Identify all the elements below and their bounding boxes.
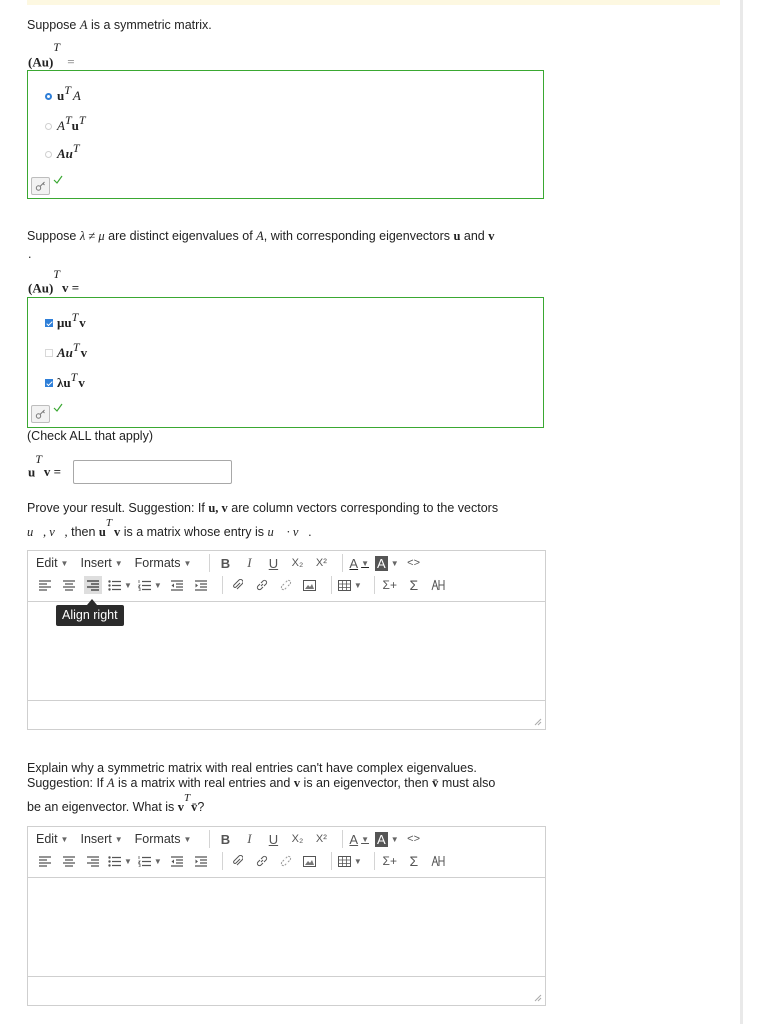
q2-checkbox-2[interactable] bbox=[45, 349, 53, 357]
editor2-menu-insert-label: Insert bbox=[80, 832, 112, 846]
editor1-bg-color-button[interactable] bbox=[375, 554, 399, 572]
q2-expression bbox=[28, 267, 80, 296]
editor2-numbered-list-button[interactable] bbox=[138, 852, 162, 870]
toolbar-separator bbox=[222, 852, 223, 870]
outdent-icon bbox=[171, 580, 183, 591]
editor1-underline-button[interactable]: U bbox=[268, 555, 279, 571]
q2-option-2[interactable] bbox=[45, 339, 88, 363]
q1-opt3-base: Au bbox=[57, 146, 73, 161]
text-color-icon: A bbox=[349, 831, 359, 847]
editor1-status-bar bbox=[28, 700, 545, 729]
editor2-chem-button[interactable] bbox=[429, 852, 447, 870]
paperclip-icon bbox=[232, 855, 243, 867]
q1-opt2-base: A bbox=[57, 118, 65, 133]
q4-line3-b: ? bbox=[197, 800, 205, 815]
page-right-border bbox=[740, 0, 743, 1024]
q2-prompt-middle2: , with corresponding eigenvectors bbox=[263, 229, 454, 243]
q4-line2 bbox=[27, 775, 495, 791]
chevron-down-icon: ▼ bbox=[361, 834, 370, 844]
q3-prove-t: T bbox=[105, 517, 112, 529]
chevron-down-icon: ▼ bbox=[183, 834, 192, 844]
editor2-superscript-button[interactable]: X² bbox=[315, 833, 327, 845]
key-icon bbox=[35, 181, 46, 192]
editor1-outdent-button[interactable] bbox=[168, 576, 186, 594]
q3-expr-sup: T bbox=[35, 452, 42, 466]
chevron-down-icon: ▼ bbox=[390, 558, 399, 568]
chevron-down-icon: ▼ bbox=[390, 834, 399, 844]
editor2-link-button[interactable] bbox=[253, 852, 271, 870]
q1-option-2[interactable] bbox=[45, 112, 86, 136]
editor2-bullet-list-button[interactable] bbox=[108, 852, 132, 870]
q2-answer-box bbox=[27, 297, 544, 428]
q1-expr-sup: T bbox=[53, 40, 60, 54]
editor2-unlink-button[interactable] bbox=[277, 852, 295, 870]
q4-line2-c: is an eigenvector, then bbox=[300, 776, 433, 790]
chevron-down-icon: ▼ bbox=[361, 558, 370, 568]
q2-mu: μ bbox=[98, 229, 105, 243]
q1-expr-base: (Au) bbox=[28, 54, 54, 70]
editor2-align-left-button[interactable] bbox=[36, 852, 54, 870]
editor1-math-button[interactable]: Σ bbox=[409, 577, 419, 593]
q2-var-u: u bbox=[453, 229, 461, 243]
toolbar-separator bbox=[342, 830, 343, 848]
q1-option-3[interactable] bbox=[45, 140, 80, 164]
editor2-align-center-button[interactable] bbox=[60, 852, 78, 870]
q3-prove-line2 bbox=[27, 517, 312, 540]
editor1-unlink-button[interactable] bbox=[277, 576, 295, 594]
chevron-down-icon: ▼ bbox=[153, 856, 162, 866]
q4-line3-t: T bbox=[184, 792, 191, 804]
chevron-down-icon: ▼ bbox=[353, 580, 362, 590]
q1-correct-check-icon bbox=[53, 175, 63, 184]
q2-expr-sup: T bbox=[53, 267, 60, 281]
editor2-subscript-button[interactable]: X₂ bbox=[291, 833, 304, 845]
editor2-attach-button[interactable] bbox=[229, 852, 247, 870]
q2-opt2-pre: Au bbox=[57, 345, 73, 360]
q1-expression bbox=[28, 40, 75, 70]
indent-icon bbox=[195, 856, 207, 867]
q3-answer-input[interactable] bbox=[73, 460, 232, 484]
q2-option-1[interactable] bbox=[45, 309, 86, 333]
rich-text-editor-2 bbox=[27, 826, 546, 1006]
q2-opt1-sup: T bbox=[71, 309, 79, 324]
q4-line2-b: is a matrix with real entries and bbox=[114, 776, 294, 790]
editor2-menu-edit-label: Edit bbox=[36, 832, 58, 846]
editor1-source-code-button[interactable]: <> bbox=[407, 557, 421, 569]
q2-opt3-tail: v bbox=[78, 375, 85, 390]
editor2-toolbar-row-1 bbox=[28, 828, 545, 850]
q3-expr-base: u bbox=[28, 464, 36, 480]
q2-opt3-pre: λu bbox=[57, 375, 71, 390]
q2-prompt-middle: are distinct eigenvalues of bbox=[104, 229, 257, 243]
image-icon bbox=[303, 856, 316, 867]
editor1-indent-button[interactable] bbox=[192, 576, 210, 594]
q3-expression bbox=[28, 452, 62, 480]
q4-line2-d: must also bbox=[438, 776, 496, 790]
q1-expr-eq: = bbox=[63, 54, 75, 70]
q1-key-button[interactable] bbox=[31, 177, 50, 195]
editor2-bold-button[interactable]: B bbox=[220, 831, 231, 847]
q3-prove-line2-b: is a matrix whose entry is bbox=[120, 525, 268, 540]
q2-checkbox-1[interactable] bbox=[45, 319, 53, 327]
editor1-table-button[interactable] bbox=[338, 576, 362, 594]
chevron-down-icon: ▼ bbox=[114, 558, 123, 568]
q1-opt1-sup: T bbox=[64, 82, 71, 97]
editor1-bullet-list-button[interactable] bbox=[108, 576, 132, 594]
editor1-menu-insert-label: Insert bbox=[80, 556, 112, 570]
q2-opt1-pre: μu bbox=[57, 315, 72, 330]
link-icon bbox=[256, 855, 268, 867]
q1-opt2-tail: u bbox=[71, 118, 79, 133]
chevron-down-icon: ▼ bbox=[153, 580, 162, 590]
q4-line1: Explain why a symmetric matrix with real entries can't have complex eigenvalues. bbox=[27, 761, 477, 775]
q1-opt3-sup: T bbox=[72, 140, 80, 155]
numbered-list-icon bbox=[138, 580, 151, 591]
q1-radio-3[interactable] bbox=[45, 151, 52, 158]
text-color-icon: A bbox=[349, 555, 359, 571]
editor2-indent-button[interactable] bbox=[192, 852, 210, 870]
outdent-icon bbox=[171, 856, 183, 867]
rich-text-editor-1 bbox=[27, 550, 546, 730]
q4-line2-var-a: A bbox=[106, 776, 115, 790]
chevron-down-icon: ▼ bbox=[60, 558, 69, 568]
q2-instruction: (Check ALL that apply) bbox=[27, 429, 153, 443]
toolbar-separator bbox=[209, 554, 210, 572]
editor1-italic-button[interactable]: I bbox=[247, 555, 252, 570]
editor1-link-button[interactable] bbox=[253, 576, 271, 594]
q3-expr-tail: v = bbox=[43, 464, 62, 480]
q2-expr-base: (Au) bbox=[28, 280, 54, 296]
q2-key-button[interactable] bbox=[31, 405, 50, 423]
editor2-math-plus-button[interactable]: Σ+ bbox=[382, 854, 397, 868]
q2-var-v: v bbox=[488, 229, 495, 243]
editor2-toolbar-row-2 bbox=[28, 850, 545, 872]
editor1-text-color-button[interactable] bbox=[349, 554, 369, 572]
q2-var-a: A bbox=[256, 229, 264, 243]
q4-line2-a: Suggestion: If bbox=[27, 776, 107, 790]
q1-opt1-base: u bbox=[57, 88, 65, 103]
editor1-toolbar-row-2 bbox=[28, 574, 545, 596]
toolbar-separator bbox=[342, 554, 343, 572]
q2-expr-tail: v = bbox=[61, 280, 80, 296]
chemistry-icon bbox=[431, 855, 445, 867]
align-center-icon bbox=[63, 580, 75, 591]
q1-opt2-sup: T bbox=[64, 112, 72, 127]
editor1-menu-edit[interactable] bbox=[36, 556, 68, 570]
editor2-math-button[interactable]: Σ bbox=[409, 853, 419, 869]
align-center-icon bbox=[63, 856, 75, 867]
align-right-icon bbox=[87, 856, 99, 867]
chevron-down-icon: ▼ bbox=[124, 580, 132, 590]
q3-prove-line1-a: Prove your result. Suggestion: If bbox=[27, 501, 209, 515]
editor2-menu-edit[interactable] bbox=[36, 832, 68, 846]
q1-opt2-tail-sup: T bbox=[78, 112, 86, 127]
q1-option-1[interactable] bbox=[45, 82, 81, 106]
editor1-align-center-button[interactable] bbox=[60, 576, 78, 594]
toolbar-separator bbox=[331, 852, 332, 870]
editor1-menu-edit-label: Edit bbox=[36, 556, 58, 570]
editor1-toolbar-row-1 bbox=[28, 552, 545, 574]
toolbar-separator bbox=[209, 830, 210, 848]
align-right-tooltip: Align right bbox=[56, 605, 124, 626]
bg-color-icon: A bbox=[377, 831, 386, 847]
toolbar-separator bbox=[374, 852, 375, 870]
toolbar-separator bbox=[222, 576, 223, 594]
image-icon bbox=[303, 580, 316, 591]
editor2-bg-color-button[interactable] bbox=[375, 830, 399, 848]
numbered-list-icon bbox=[138, 856, 151, 867]
paperclip-icon bbox=[232, 579, 243, 591]
chevron-down-icon: ▼ bbox=[353, 856, 362, 866]
editor1-superscript-button[interactable]: X² bbox=[315, 557, 327, 569]
editor2-menu-formats[interactable] bbox=[135, 832, 192, 846]
table-icon bbox=[338, 580, 351, 591]
q3-prove-uv: u, v bbox=[208, 501, 228, 515]
q2-correct-check-icon bbox=[53, 403, 63, 412]
bullet-list-icon bbox=[108, 856, 121, 867]
q2-checkbox-3[interactable] bbox=[45, 379, 53, 387]
q4-line3 bbox=[27, 792, 205, 815]
q2-opt1-tail: v bbox=[79, 315, 86, 330]
q4-line3-v: v bbox=[177, 800, 185, 815]
q2-neq: ≠ bbox=[85, 229, 99, 243]
resize-handle-icon[interactable] bbox=[534, 718, 542, 726]
chevron-down-icon: ▼ bbox=[114, 834, 123, 844]
editor1-align-left-button[interactable] bbox=[36, 576, 54, 594]
q1-answer-box bbox=[27, 70, 544, 199]
bg-color-icon: A bbox=[377, 555, 386, 571]
q1-opt1-tail: A bbox=[72, 88, 81, 103]
q2-option-3[interactable] bbox=[45, 369, 85, 393]
editor2-status-bar bbox=[28, 976, 545, 1005]
indent-icon bbox=[195, 580, 207, 591]
q3-prove-line2-a: then bbox=[67, 525, 99, 540]
q1-prompt-suffix: is a symmetric matrix. bbox=[87, 18, 212, 32]
editor2-table-button[interactable] bbox=[338, 852, 362, 870]
q2-prompt bbox=[27, 228, 494, 244]
q3-prove-u: u bbox=[98, 525, 106, 540]
editor2-outdent-button[interactable] bbox=[168, 852, 186, 870]
editor2-menu-insert[interactable] bbox=[80, 832, 122, 846]
q3-prove-v: v bbox=[113, 525, 121, 540]
editor1-menu-insert[interactable] bbox=[80, 556, 122, 570]
q2-prompt-prefix: Suppose bbox=[27, 229, 80, 243]
q3-prove-line1 bbox=[27, 500, 498, 516]
q4-line2-vbar: v̄ bbox=[432, 776, 439, 790]
editor2-menu-formats-label: Formats bbox=[134, 832, 181, 846]
q2-opt2-sup: T bbox=[72, 339, 80, 354]
unlink-icon bbox=[280, 855, 292, 867]
q2-opt2-tail: v bbox=[80, 345, 88, 360]
editor2-text-area[interactable] bbox=[28, 877, 545, 977]
q3-prove-line1-b: are column vectors corresponding to the vectors bbox=[227, 501, 499, 515]
chevron-down-icon: ▼ bbox=[60, 834, 69, 844]
q1-prompt bbox=[27, 17, 212, 33]
q1-prompt-var: A bbox=[79, 18, 88, 32]
editor2-source-code-button[interactable]: <> bbox=[407, 833, 421, 845]
q1-radio-1[interactable] bbox=[45, 93, 52, 100]
q4-line3-vbar: v̄ bbox=[191, 800, 198, 815]
q3-prove-vecs: u⃗, v⃗, bbox=[27, 525, 68, 540]
editor1-subscript-button[interactable]: X₂ bbox=[291, 557, 304, 569]
toolbar-separator bbox=[331, 576, 332, 594]
align-left-icon bbox=[39, 580, 51, 591]
q2-period: . bbox=[28, 247, 32, 261]
editor1-numbered-list-button[interactable] bbox=[138, 576, 162, 594]
q2-opt3-sup: T bbox=[70, 369, 78, 384]
q3-prove-end: . bbox=[308, 525, 312, 540]
editor1-bold-button[interactable]: B bbox=[220, 555, 231, 571]
unlink-icon bbox=[280, 579, 292, 591]
editor2-image-button[interactable] bbox=[301, 852, 319, 870]
editor1-math-plus-button[interactable]: Σ+ bbox=[382, 578, 397, 592]
editor1-menu-formats-label: Formats bbox=[134, 556, 181, 570]
key-icon bbox=[35, 409, 46, 420]
bullet-list-icon bbox=[108, 580, 121, 591]
editor1-align-right-button[interactable] bbox=[84, 576, 102, 594]
chemistry-icon bbox=[431, 579, 445, 591]
align-right-icon bbox=[87, 580, 99, 591]
top-highlight-strip bbox=[27, 0, 720, 5]
link-icon bbox=[256, 579, 268, 591]
editor1-menu-formats[interactable] bbox=[135, 556, 192, 570]
editor1-chem-button[interactable] bbox=[429, 576, 447, 594]
q1-radio-2[interactable] bbox=[45, 123, 52, 130]
q4-line2-v: v bbox=[293, 776, 301, 790]
editor2-align-right-button[interactable] bbox=[84, 852, 102, 870]
resize-handle-icon[interactable] bbox=[534, 994, 542, 1002]
q2-and: and bbox=[460, 229, 489, 243]
editor2-italic-button[interactable]: I bbox=[247, 831, 252, 846]
editor2-text-color-button[interactable] bbox=[349, 830, 369, 848]
chevron-down-icon: ▼ bbox=[183, 558, 192, 568]
q4-line3-a: be an eigenvector. What is bbox=[27, 800, 178, 815]
q3-prove-dot: u⃗ · v⃗ bbox=[267, 525, 309, 540]
q2-lambda: λ bbox=[79, 229, 86, 243]
q1-prompt-prefix: Suppose bbox=[27, 18, 80, 32]
table-icon bbox=[338, 856, 351, 867]
editor1-image-button[interactable] bbox=[301, 576, 319, 594]
align-left-icon bbox=[39, 856, 51, 867]
editor2-underline-button[interactable]: U bbox=[268, 831, 279, 847]
toolbar-separator bbox=[374, 576, 375, 594]
editor1-attach-button[interactable] bbox=[229, 576, 247, 594]
chevron-down-icon: ▼ bbox=[124, 856, 132, 866]
